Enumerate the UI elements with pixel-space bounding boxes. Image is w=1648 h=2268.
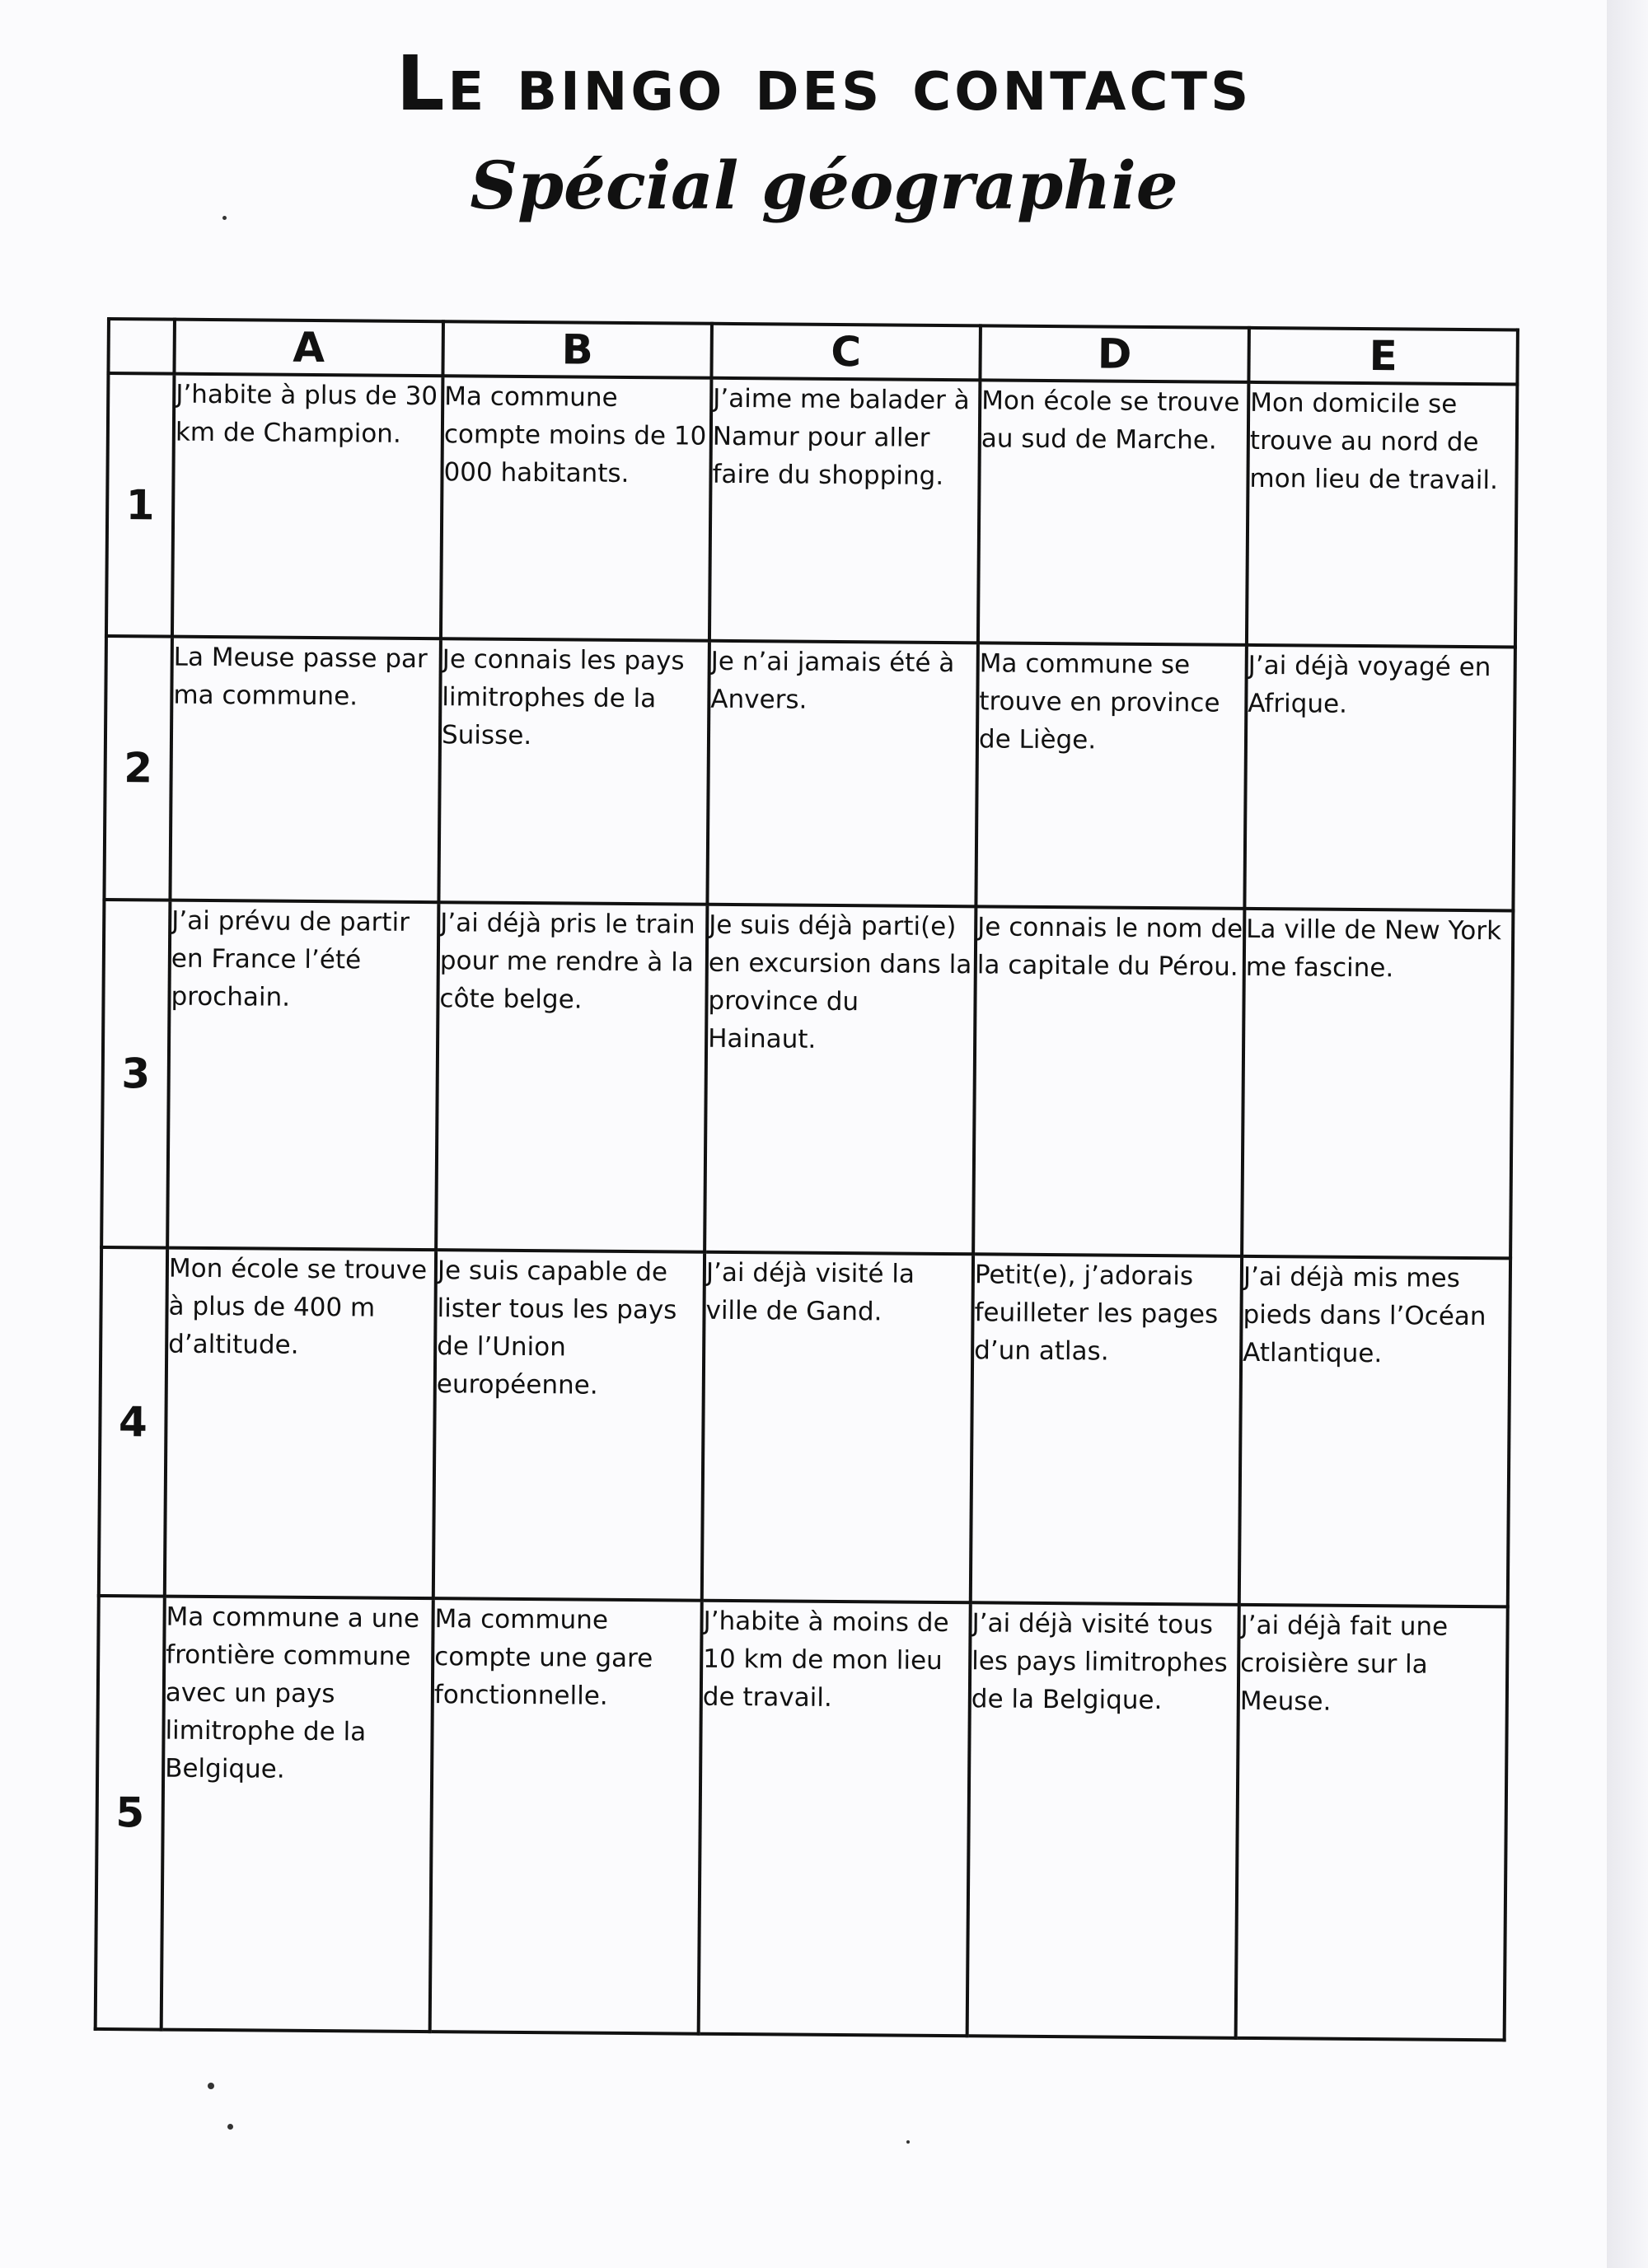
bingo-cell-c4: J’ai déjà visité la ville de Gand. bbox=[702, 1252, 973, 1602]
bingo-cell-d2: Ma commune se trouve en province de Liège. bbox=[976, 643, 1246, 909]
column-header-a: A bbox=[174, 320, 443, 376]
bingo-cell-b5: Ma commune compte une gare fonctionnelle. bbox=[430, 1598, 702, 2034]
bingo-cell-e5: J’ai déjà fait une croisière sur la Meuse. bbox=[1236, 1605, 1508, 2041]
scan-speck bbox=[222, 216, 227, 220]
bingo-cell-a3: J’ai prévu de partir en France l’été prochain. bbox=[167, 900, 438, 1250]
bingo-cell-e3: La ville de New York me fascine. bbox=[1242, 908, 1513, 1258]
bingo-cell-e4: J’ai déjà mis mes pieds dans l’Océan Atlantique. bbox=[1239, 1256, 1510, 1606]
bingo-cell-e1: Mon domicile se trouve au nord de mon lieu de travail. bbox=[1247, 382, 1517, 648]
table-row bbox=[106, 373, 1517, 648]
bingo-cell-c1: J’aime me balader à Namur pour aller faire du shopping. bbox=[709, 378, 980, 643]
bingo-cell-a1: J’habite à plus de 30 km de Champion. bbox=[172, 374, 442, 639]
bingo-cell-b1: Ma commune compte moins de 10 000 habitants. bbox=[441, 376, 711, 641]
bingo-cell-c2: Je n’ai jamais été à Anvers. bbox=[707, 641, 977, 906]
scan-speck bbox=[208, 2083, 214, 2089]
row-header-1: 1 bbox=[106, 373, 175, 637]
bingo-cell-b3: J’ai déjà pris le train pour me rendre à la côte belge. bbox=[436, 902, 707, 1252]
bingo-cell-d3: Je connais le nom de la capitale du Pérou. bbox=[973, 906, 1244, 1256]
scan-speck bbox=[906, 2140, 910, 2144]
table-row bbox=[104, 636, 1515, 910]
bingo-cell-d4: Petit(e), j’adorais feuilleter les pages d’un atlas. bbox=[971, 1254, 1242, 1604]
table-row bbox=[101, 899, 1513, 1258]
row-header-3: 3 bbox=[101, 899, 170, 1247]
bingo-cell-b4: Je suis capable de lister tous les pays de l’Union européenne. bbox=[433, 1250, 705, 1600]
column-header-c: C bbox=[711, 324, 981, 381]
page-subtitle: Spécial géographie bbox=[470, 147, 1178, 224]
bingo-cell-c5: J’habite à moins de 10 km de mon lieu de travail. bbox=[699, 1601, 971, 2037]
column-header-e: E bbox=[1248, 328, 1518, 385]
bingo-cell-a4: Mon école se trouve à plus de 400 m d’altitude. bbox=[165, 1248, 436, 1598]
bingo-table bbox=[94, 317, 1519, 2041]
row-header-2: 2 bbox=[104, 636, 172, 900]
scan-speck bbox=[227, 2124, 233, 2130]
bingo-cell-c3: Je suis déjà parti(e) en excursion dans la province du Hainaut. bbox=[705, 904, 976, 1254]
corner-cell bbox=[108, 319, 175, 374]
table-row bbox=[99, 1247, 1510, 1606]
bingo-grid bbox=[94, 317, 1516, 2041]
bingo-cell-b2: Je connais les pays limitrophes de la Suisse. bbox=[438, 638, 709, 904]
bingo-cell-a5: Ma commune a une frontière commune avec un pays limitrophe de la Belgique. bbox=[162, 1596, 433, 2032]
scanner-edge bbox=[1607, 0, 1648, 2268]
bingo-cell-a2: La Meuse passe par ma commune. bbox=[170, 637, 440, 902]
page-title: Le bingo des contacts bbox=[396, 40, 1252, 128]
bingo-cell-d1: Mon école se trouve au sud de Marche. bbox=[978, 380, 1248, 645]
column-header-b: B bbox=[442, 321, 712, 378]
table-row bbox=[96, 1596, 1508, 2041]
row-header-5: 5 bbox=[96, 1596, 165, 2030]
column-header-d: D bbox=[980, 325, 1249, 382]
row-header-4: 4 bbox=[99, 1247, 167, 1596]
bingo-cell-d5: J’ai déjà visité tous les pays limitrophes de la Belgique. bbox=[967, 1602, 1239, 2038]
bingo-cell-e2: J’ai déjà voyagé en Afrique. bbox=[1244, 645, 1515, 910]
